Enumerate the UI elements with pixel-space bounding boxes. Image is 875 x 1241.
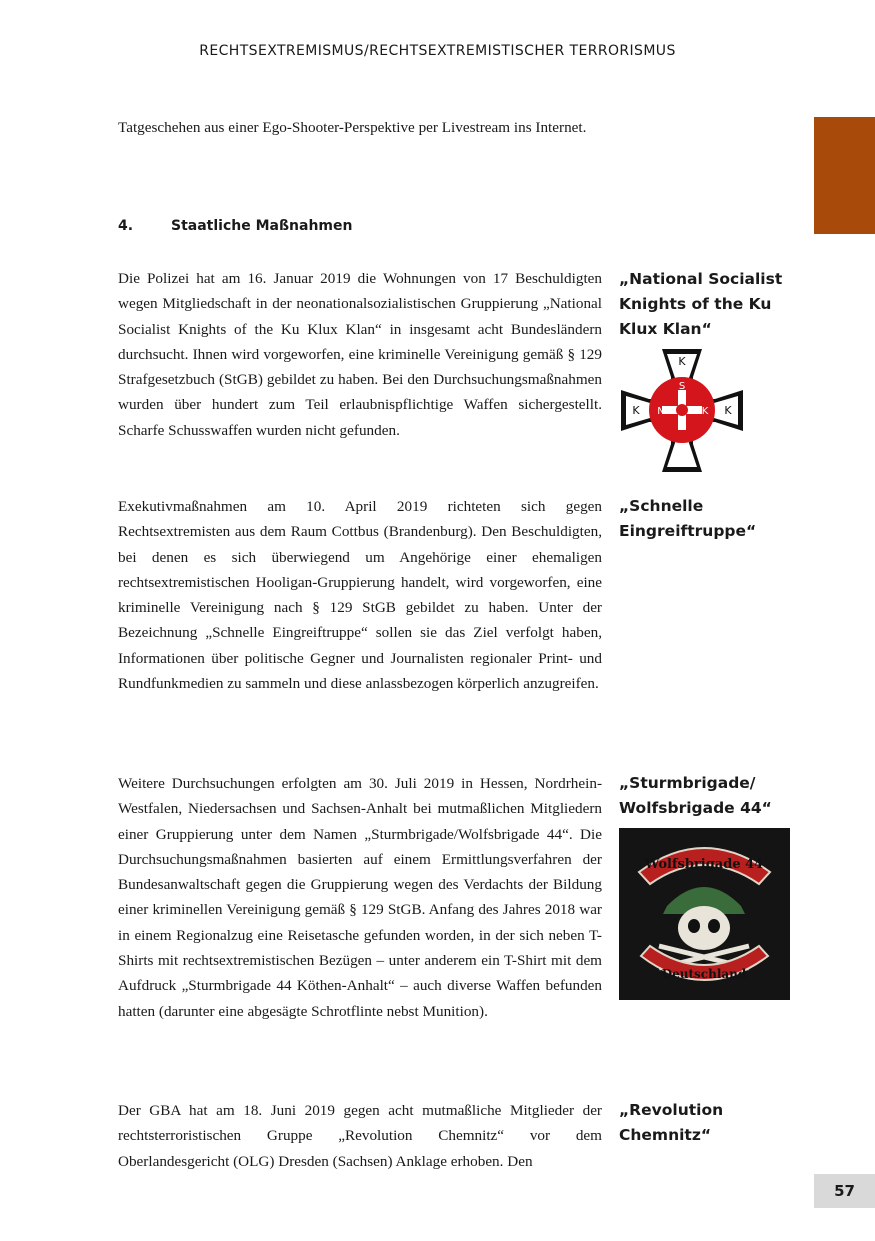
emblem-letter-n: N [657, 406, 665, 417]
patch-top-text: Wolfsbrigade 44 [644, 857, 764, 872]
sidenote-eingreiftruppe: „Schnelle Eingreiftruppe“ [619, 497, 757, 540]
section-heading [118, 218, 352, 234]
page-number: 57 [814, 1174, 875, 1208]
section-title: Staatliche Maßnahmen [171, 218, 353, 234]
section-number: 4. [118, 218, 134, 234]
emblem-letter-left: K [632, 404, 640, 417]
patch-bottom-text: Deutschland [661, 967, 747, 981]
paragraph-nskkk: Die Polizei hat am 16. Januar 2019 die Wohnungen von 17 Beschuldigten wegen Mitgliedschaft in der neonationalsozialistischen Gruppierung „National Socialist Knights of the Ku Klux Klan“ in insgesamt acht Bundesländern durchsucht. Ihnen wird vorgeworfen, eine kriminelle Vereinigung gemäß § 129 Strafgesetzbuch (StGB) gebildet zu haben. Bei den Durchsuchungsmaßnahmen wurden über hundert zum Teil erlaubnispflichtige Waffen sichergestellt. Scharfe Schusswaffen wurden nicht gefunden. [118, 270, 602, 439]
running-header: RECHTSEXTREMISMUS/RECHTSEXTREMISTISCHER TERRORISMUS [199, 43, 676, 59]
emblem-letter-k-inner: K [701, 406, 709, 417]
sidenote-revolution-chemnitz: „Revolution Chemnitz“ [619, 1101, 724, 1144]
chapter-tab [814, 117, 875, 234]
emblem-letter-s: S [678, 381, 686, 392]
kkk-emblem-image [619, 347, 745, 474]
paragraph-revolution-chemnitz: Der GBA hat am 18. Juni 2019 gegen acht mutmaßliche Mitglieder der rechtsterroristischen Gruppe „Revolution Chemnitz“ vor dem Oberlandesgericht (OLG) Dresden (Sachsen) Anklage erhoben. Den [118, 1102, 602, 1170]
sidenote-sturmbrigade: „Sturmbrigade/ Wolfsbrigade 44“ [619, 774, 772, 817]
sidenote-nskkk: „National Socialist Knights of the Ku Klux Klan“ [619, 270, 783, 338]
emblem-letter-right: K [724, 404, 732, 417]
paragraph-eingreiftruppe: Exekutivmaßnahmen am 10. April 2019 richteten sich gegen Rechtsextremisten aus dem Raum Cottbus (Brandenburg). Den Beschuldigten, bei denen es sich überwiegend um Angehörige einer ehemaligen rechtsextremistischen Hooligan-Gruppierung handelt, wird vorgeworfen, eine kriminelle Vereinigung nach § 129 StGB gebildet zu haben. Unter der Bezeichnung „Schnelle Eingreiftruppe“ sollen sie das Ziel verfolgt haben, Informationen über politische Gegner und Journalisten regionaler Print- und Rundfunkmedien zu sammeln und diese anlassbezogen körperlich anzugreifen. [118, 498, 602, 693]
paragraph-continuation: Tatgeschehen aus einer Ego-Shooter-Perspektive per Livestream ins Internet. [118, 119, 587, 136]
paragraph-sturmbrigade: Weitere Durchsuchungen erfolgten am 30. Juli 2019 in Hessen, Nordrhein-Westfalen, Niedersachsen und Sachsen-Anhalt bei mutmaßlichen Mitgliedern einer Gruppierung unter dem Namen „Sturmbrigade/Wolfsbrigade 44“. Die Durchsuchungsmaßnahmen basierten auf einem Ermittlungsverfahren der Bundesanwaltschaft gegen die Gruppierung wegen des Verdachts der Bildung einer kriminellen Vereinigung gemäß § 129 StGB. Anfang des Jahres 2018 war in einem Regionalzug eine Reisetasche gefunden worden, in der sich neben T-Shirts mit rechtsextremistischen Bezügen – unter anderem ein T-Shirt mit dem Aufdruck „Sturmbrigade 44 Köthen-Anhalt“ – auch diverse Waffen befunden hatten (darunter eine abgesägte Schrotflinte nebst Munition). [118, 775, 602, 1020]
emblem-letter-top: K [678, 355, 686, 368]
wolfsbrigade-patch-image [619, 828, 790, 1000]
